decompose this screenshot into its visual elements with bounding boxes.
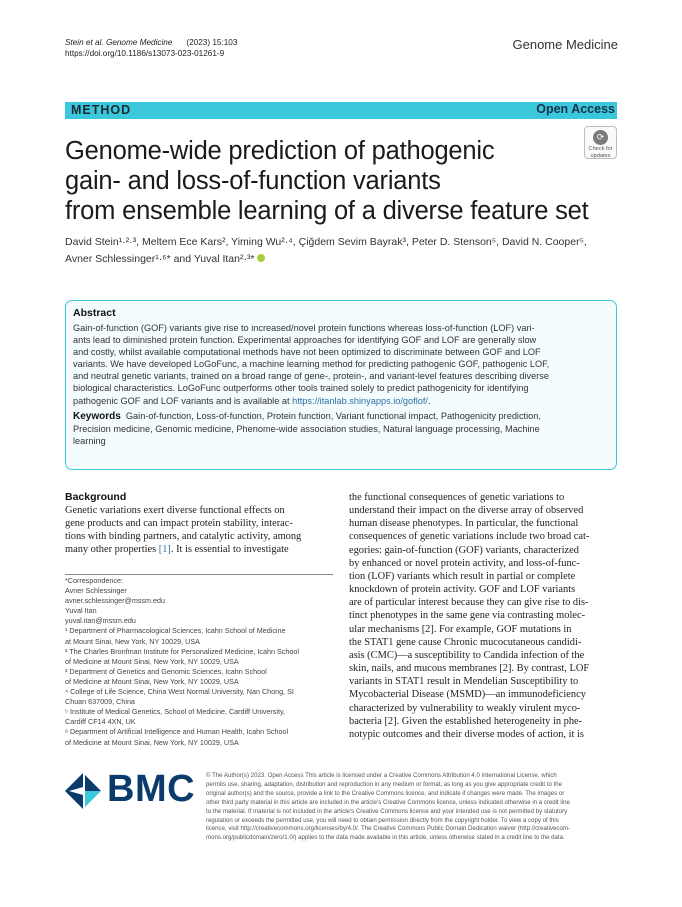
check-updates-icon: ⟳ <box>593 130 608 145</box>
article-type-label: METHOD <box>71 103 132 117</box>
author-line: Avner Schlessinger¹·⁶* and Yuval Itan²·³* <box>65 253 255 265</box>
bmc-mark-icon <box>65 773 103 809</box>
abstract-line-last <box>73 395 609 407</box>
footnote-line: ⁴ College of Life Science, China West Normal University, Nan Chong, SI <box>65 687 294 697</box>
citation-volume: (2023) 15:103 <box>186 38 238 47</box>
background-heading: Background <box>65 491 127 503</box>
body-line: the STAT1 gene cause Chronic mucocutaneous candidi- <box>349 636 582 648</box>
keywords-label: Keywords <box>73 410 121 422</box>
footnote-line: ¹ Department of Pharmacological Sciences, Icahn School of Medicine <box>65 626 286 636</box>
bmc-wordmark: BMC <box>107 768 196 810</box>
body-line: are of particular interest because they can give rise to dis- <box>349 597 589 609</box>
footnote-divider <box>65 574 333 575</box>
article-title <box>65 136 589 226</box>
license-line: original author(s) and the source, provide a link to the Creative Commons licence, and indicate if changes were made. The images or <box>206 789 565 797</box>
body-line: understand their impact on the diverse array of observed <box>349 505 584 517</box>
right-column <box>349 491 617 741</box>
title-line: Genome-wide prediction of pathogenic <box>65 137 495 165</box>
body-line: bacteria [2]. Given the established heterogeneity in phe- <box>349 715 583 727</box>
footnote-line: of Medicine at Mount Sinai, New York, NY 10029, USA <box>65 656 239 666</box>
footnotes <box>65 576 333 748</box>
body-line: consequences of genetic variations include two broad cat- <box>349 531 590 543</box>
abstract-line-text: pathogenic GOF and LOF variants and is available at <box>73 395 293 406</box>
check-for-updates-button[interactable] <box>584 126 617 159</box>
body-text: . It is essential to investigate <box>170 544 289 556</box>
abstract-heading: Abstract <box>73 307 116 319</box>
body-line: tinct phenotypes in the same gene via contrasting molec- <box>349 610 586 622</box>
body-text: many other properties <box>65 544 159 556</box>
keywords-line-1 <box>73 410 609 423</box>
footnote-line: at Mount Sinai, New York, NY 10029, USA <box>65 636 200 646</box>
footnote-line: ⁵ Institute of Medical Genetics, School of Medicine, Cardiff University, <box>65 707 286 717</box>
abstract-box <box>65 300 617 470</box>
license-line: other third party material in this article are included in the article's Creative Commons licence, unless indicated otherwise in a credit line <box>206 798 570 806</box>
abstract-line: Gain-of-function (GOF) variants give rise to increased/novel protein functions whereas loss-of-function (LOF) vari- <box>73 323 535 333</box>
check-updates-line2: updates <box>590 153 611 159</box>
footnote-line: Cardiff CF14 4XN, UK <box>65 717 136 727</box>
author-line: David Stein¹·²·³, Meltem Ece Kars², Yiming Wu²·⁴, Çiğdem Sevim Bayrak³, Peter D. Stenson⁵, David N. Cooper⁵, <box>65 236 587 248</box>
bmc-logo <box>65 768 196 811</box>
abstract-text <box>73 322 609 407</box>
body-line: tions with binding partners, and catalytic activity, among <box>65 531 302 543</box>
tool-url-link[interactable]: https://itanlab.shinyapps.io/goflof/ <box>292 395 428 406</box>
abstract-line: biological characteristics. LoGoFunc outperforms other tools trained solely to predict pathogenicity for identifying <box>73 383 529 394</box>
footnote-line: yuval.itan@mssm.edu <box>65 616 136 626</box>
background-text-left <box>65 504 333 557</box>
body-line: Genetic variations exert diverse functional effects on <box>65 505 285 516</box>
body-line: Mycobacterial Disease (MSMD)—an immunodeficiency <box>349 689 586 701</box>
license-line: regulation or exceeds the permitted use, you will need to obtain permission directly from the copyright holder. To view a copy of this <box>206 816 559 824</box>
title-line: from ensemble learning of a diverse feature set <box>65 197 589 225</box>
abstract-line-end: . <box>427 395 431 406</box>
footnote-line: Avner Schlessinger <box>65 586 127 596</box>
footnote-line: Chuan 637009, China <box>65 697 135 707</box>
footnote-line: ³ Department of Genetics and Genomic Sciences, Icahn School <box>65 666 267 676</box>
background-text-right <box>349 491 617 741</box>
footnote-line: of Medicine at Mount Sinai, New York, NY 10029, USA <box>65 676 239 686</box>
footnote-line: *Correspondence: <box>65 576 123 585</box>
citation-authors: Stein et al. Genome Medicine <box>65 38 173 47</box>
body-line: skin, nails, and mucous membranes [2]. By contrast, LOF <box>349 663 590 675</box>
body-line: egories: gain-of-function (GOF) variants, characterized <box>349 544 579 556</box>
body-line: characterized by vulnerability to weakly virulent myco- <box>349 702 581 714</box>
body-line: knockdown of protein activity. GOF and LOF variants <box>349 584 576 596</box>
abstract-line: and costly, whilst available computational methods have not been optimized to discriminate between GOF and LOF <box>73 347 541 358</box>
body-line: tion (LOF) variants which result in partial or complete <box>349 570 576 582</box>
abstract-line: ants lead to diminished protein function. Experimental approaches for identifying GOF and LOF are generally slow <box>73 335 537 346</box>
footnote-line: ⁶ Department of Artificial Intelligence and Human Health, Icahn School <box>65 727 289 737</box>
running-header <box>65 37 251 59</box>
abstract-line: and neutral genetic variants, trained on a broad range of gene-, protein-, and variant-level features describing diverse <box>73 371 549 382</box>
license-line: permits use, sharing, adaptation, distribution and reproduction in any medium or format, as long as you give appropriate credit to the <box>206 780 563 788</box>
footnote-line: Yuval Itan <box>65 606 97 616</box>
body-line: asis (CMC)—a susceptibility to Candida infection of the <box>349 649 585 661</box>
license-line: to the material. If material is not included in the article's Creative Commons licence and your intended use is not permitted by statutory <box>206 807 568 815</box>
left-column <box>65 491 333 557</box>
license-line: licence, visit http://creativecommons.org/licenses/by/4.0/. The Creative Commons Public Domain Dedication waiver (http://creativecom- <box>206 825 570 833</box>
license-line: mons.org/publicdomain/zero/1.0/) applies to the data made available in this article, unless otherwise stated in a credit line to the data. <box>206 834 565 842</box>
abstract-line: variants. We have developed LoGoFunc, a machine learning method for predicting pathogenic GOF, pathogenic LOF, <box>73 359 550 370</box>
title-line: gain- and loss-of-function variants <box>65 167 441 195</box>
body-line: gene products and can impact protein stability, interac- <box>65 518 293 530</box>
license-line: © The Author(s) 2023. Open Access This article is licensed under a Creative Commons Attribution 4.0 International License, which <box>206 772 557 779</box>
body-line-last <box>65 543 333 556</box>
keywords-text: Precision medicine, Genomic medicine, Phenome-wide association studies, Natural language processing, Machine <box>73 423 540 434</box>
keywords-text: learning <box>73 435 106 446</box>
license-text <box>206 772 618 843</box>
article-type-banner <box>65 102 617 119</box>
body-line: variants in STAT1 result in Mendelian Susceptibility to <box>349 676 579 688</box>
footnote-line: avner.schlessinger@mssm.edu <box>65 596 165 606</box>
author-list <box>65 234 617 268</box>
keywords <box>73 410 609 447</box>
keywords-text: Gain-of-function, Loss-of-function, Protein function, Variant functional impact, Pathogenicity prediction, <box>125 410 541 421</box>
footnote-line: ² The Charles Bronfman Institute for Personalized Medicine, Icahn School <box>65 646 299 656</box>
body-line: notypic outcomes and their diverse modes of action, it is <box>349 728 584 740</box>
doi-link[interactable]: https://doi.org/10.1186/s13073-023-01261-9 <box>65 49 225 58</box>
body-line: by enhanced or novel protein activity, and loss-of-func- <box>349 557 580 569</box>
body-line: the functional consequences of genetic variations to <box>349 492 565 503</box>
author-line-2 <box>65 251 617 268</box>
open-access-label: Open Access <box>536 102 615 116</box>
body-line: ular mechanisms [2]. For example, GOF mutations in <box>349 623 572 635</box>
footnote-line: of Medicine at Mount Sinai, New York, NY 10029, USA <box>65 737 239 747</box>
orcid-icon[interactable] <box>257 254 265 262</box>
check-updates-line1: Check for <box>588 146 613 152</box>
citation-link[interactable]: [1] <box>158 544 171 556</box>
body-line: human disease phenotypes. In particular, the functional <box>349 518 579 530</box>
journal-name: Genome Medicine <box>512 37 618 52</box>
